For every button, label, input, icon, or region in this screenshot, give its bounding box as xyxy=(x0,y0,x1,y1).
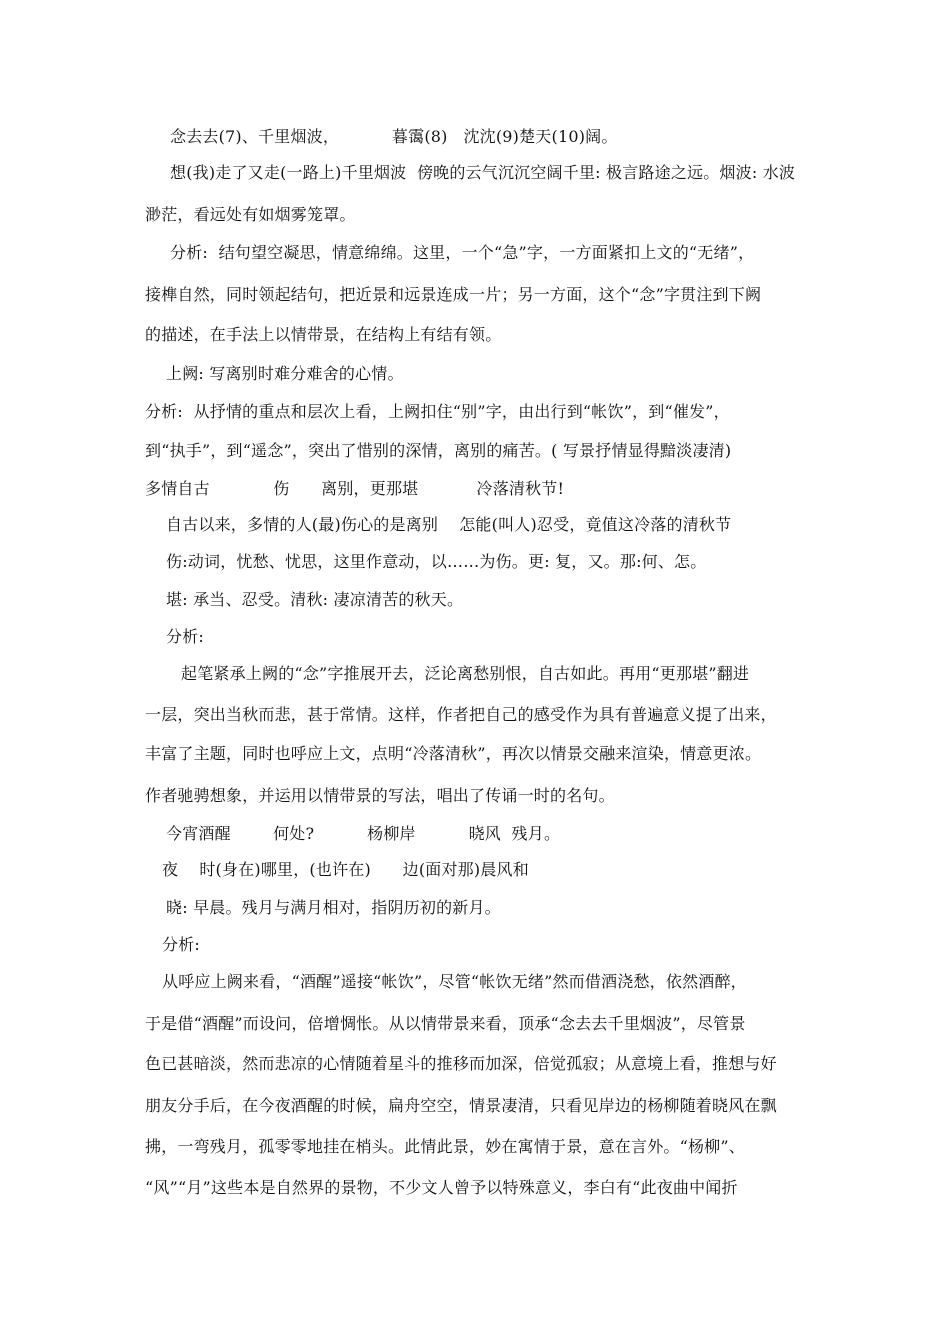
text-line: 伤:动词，忧愁、忧思，这里作意动，以……为伤。更: 复，又。那:何、怎。 xyxy=(166,552,707,571)
text-line: 念去去(7)、千里烟波， 暮霭(8) 沈沈(9)楚天(10)阔。 xyxy=(170,127,618,146)
text-line: 分析: xyxy=(162,935,200,954)
text-line: 于是借“酒醒”而设问，倍增惆怅。从以情带景来看，顶承“念去去千里烟波”，尽管景 xyxy=(145,1014,746,1033)
text-line: 自古以来，多情的人(最)伤心的是离别 怎能(叫人)忍受，竟值这冷落的清秋节 xyxy=(166,515,732,534)
text-line: 夜 时(身在)哪里，(也许在) 边(面对那)晨风和 xyxy=(162,860,529,879)
text-line: “风”“月”这些本是自然界的景物，不少文人曾予以特殊意义，李白有“此夜曲中闻折 xyxy=(145,1178,738,1197)
text-line: 晓: 早晨。残月与满月相对，指阴历初的新月。 xyxy=(166,898,501,917)
text-line: 一层，突出当秋而悲，甚于常情。这样，作者把自己的感受作为具有普遍意义提了出来， xyxy=(145,705,777,724)
text-line: 接榫自然，同时领起结句，把近景和远景连成一片；另一方面，这个“念”字贯注到下阙 xyxy=(145,285,762,304)
text-line: 渺茫，看远处有如烟雾笼罩。 xyxy=(145,205,356,224)
text-line: 想(我)走了又走(一路上)千里烟波 傍晚的云气沉沉空阔千里: 极言路途之远。烟波: 水波 xyxy=(170,163,796,182)
text-line: 色已甚暗淡，然而悲凉的心情随着星斗的推移而加深，倍觉孤寂；从意境上看，推想与好 xyxy=(145,1054,777,1073)
text-line: 分析: 结句望空凝思，情意绵绵。这里，一个“急”字，一方面紧扣上文的“无绪”， xyxy=(170,243,755,262)
text-line: 堪: 承当、忍受。清秋: 凄凉清苦的秋天。 xyxy=(166,590,464,609)
text-line: 丰富了主题，同时也呼应上文，点明“冷落清秋”，再次以情景交融来渲染，情意更浓。 xyxy=(145,744,762,763)
text-line: 上阙: 写离别时难分难舍的心情。 xyxy=(166,364,404,383)
text-line: 的描述，在手法上以情带景，在结构上有结有领。 xyxy=(145,325,502,344)
text-line: 起笔紧承上阙的“念”字推展开去，泛论离愁别恨，自古如此。再用“更那堪”翻进 xyxy=(181,664,750,683)
text-line: 作者驰骋想象，并运用以情带景的写法，唱出了传诵一时的名句。 xyxy=(145,786,615,805)
text-line: 分析: xyxy=(166,627,204,646)
text-line: 朋友分手后，在今夜酒醒的时候，扁舟空空，情景凄清，只看见岸边的杨柳随着晓风在飘 xyxy=(145,1096,777,1115)
text-line: 拂，一弯残月，孤零零地挂在梢头。此情此景，妙在寓情于景，意在言外。“杨柳”、 xyxy=(145,1137,745,1156)
text-line: 多情自古 伤 离别，更那堪 冷落清秋节! xyxy=(145,479,565,498)
text-line: 分析: 从抒情的重点和层次上看，上阙扣住“别”字，由出行到“帐饮”，到“催发”， xyxy=(145,402,730,421)
text-line: 从呼应上阙来看，“酒醒”遥接“帐饮”，尽管“帐饮无绪”然而借酒浇愁，依然酒醉， xyxy=(162,972,747,991)
text-line: 到“执手”，到“遥念”，突出了惜别的深情，离别的痛苦。( 写景抒情显得黯淡凄清) xyxy=(145,441,732,460)
text-line: 今宵酒醒 何处? 杨柳岸 晓风 残月。 xyxy=(166,824,561,843)
